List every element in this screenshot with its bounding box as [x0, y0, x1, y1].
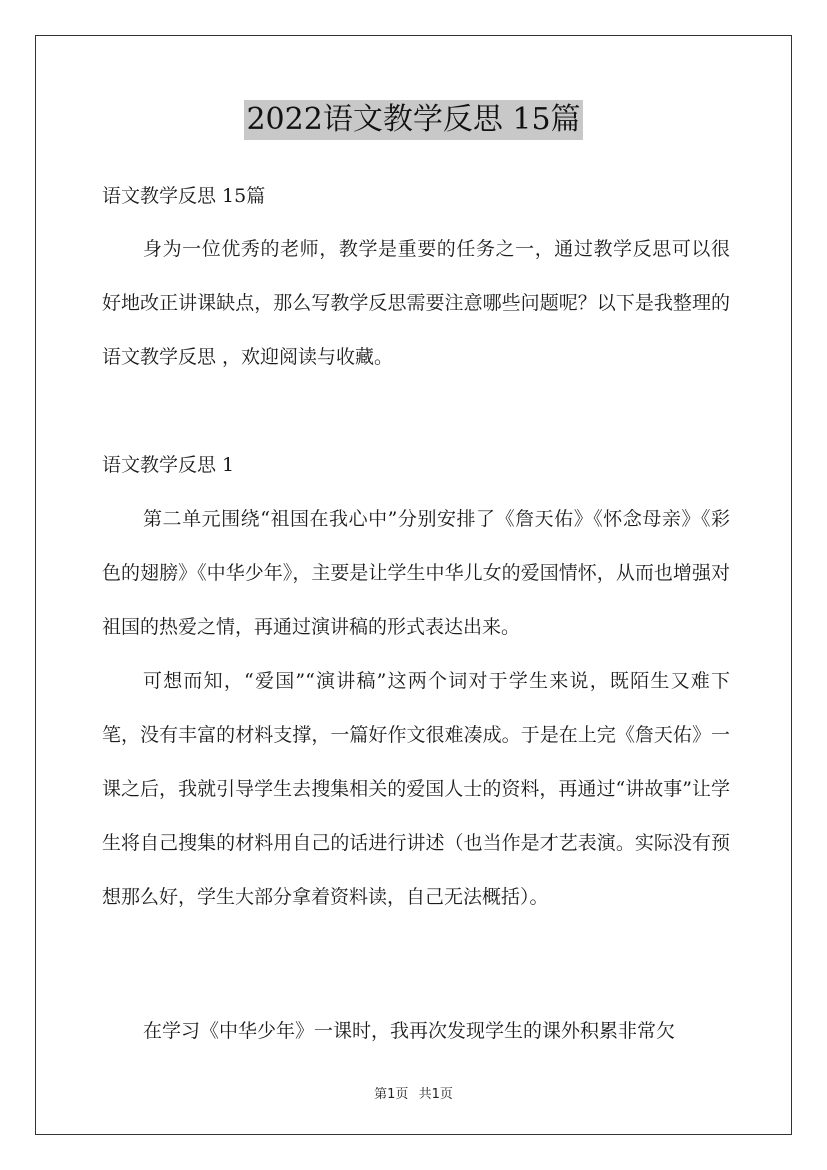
page-number: 第1页 — [374, 1087, 409, 1102]
section-heading: 语文教学反思 1 — [102, 454, 235, 476]
section-paragraph-1: 第二单元围绕“祖国在我心中”分别安排了《詹天佑》《怀念母亲》《彩色的翅膀》《中华少年》，主要是让学生中华儿女的爱国情怀，从而也增强对祖国的热爱之情，再通过演讲稿的形式表达出来。 — [102, 508, 730, 638]
page-footer — [0, 1083, 827, 1102]
section-paragraph-3: 在学习《中华少年》一课时，我再次发现学生的课外积累非常欠 — [143, 1020, 676, 1042]
intro-heading: 语文教学反思 15篇 — [102, 185, 266, 207]
page-count: 共1页 — [418, 1087, 453, 1102]
document-title: 2022语文教学反思 15篇 — [244, 100, 582, 140]
intro-paragraph: 身为一位优秀的老师，教学是重要的任务之一，通过教学反思可以很好地改正讲课缺点，那么写教学反思需要注意哪些问题呢？以下是我整理的语文教学反思 ，欢迎阅读与收藏。 — [102, 238, 730, 368]
document-title-block — [0, 100, 827, 140]
section-paragraph-2: 可想而知，“爱国”“演讲稿”这两个词对于学生来说，既陌生又难下笔，没有丰富的材料支撑，一篇好作文很难凑成。于是在上完《詹天佑》一课之后，我就引导学生去搜集相关的爱国人士的资料，再通过“讲故事”让学生将自己搜集的材料用自己的话进行讲述（也当作是才艺表演。实际没有预想那么好，学生大部分拿着资料读，自己无法概括）。 — [102, 670, 730, 908]
